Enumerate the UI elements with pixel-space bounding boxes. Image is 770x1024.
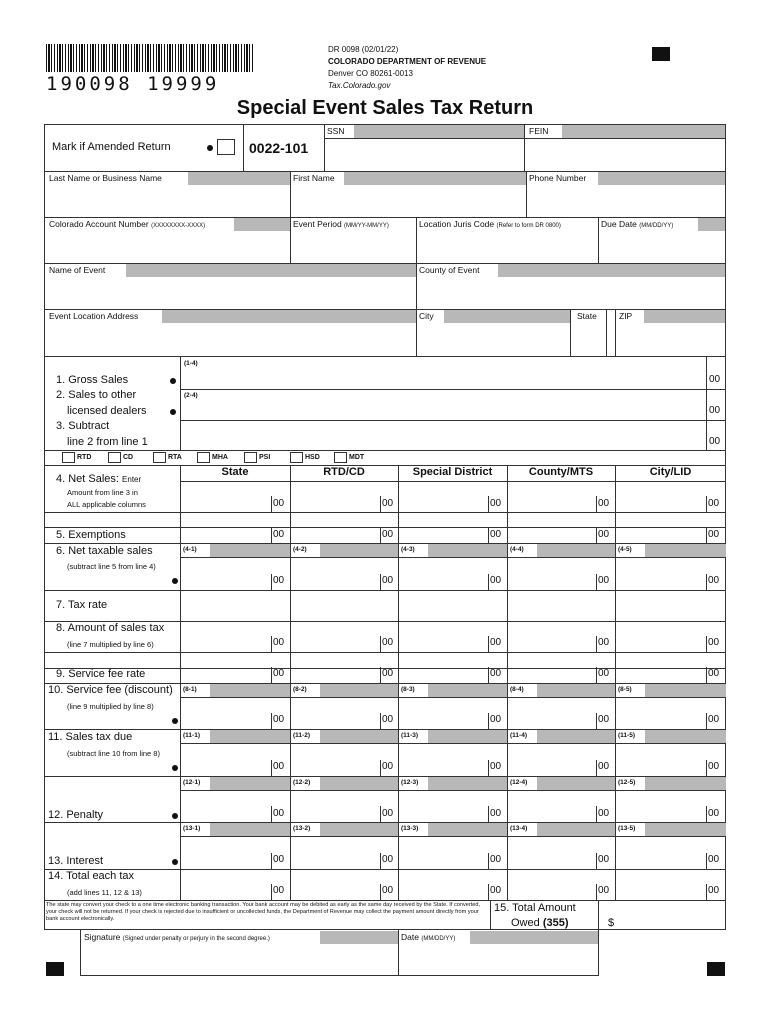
column-header-state: State <box>221 466 249 478</box>
amount-input-r1-c2[interactable] <box>399 528 506 542</box>
amount-input-r3-c2[interactable] <box>399 591 506 620</box>
amount-input-r0-c3[interactable] <box>508 482 614 511</box>
event-name-label: Name of Event <box>49 265 106 275</box>
bank-notice: The state may convert your check to a one time electronic banking transaction. Your bank account may be debited as early as the same day received by the State. If converted, your check will not be returned. If your check is rejected due to insufficient or uncollected funds, the Department of Revenue may collect the payment amount directly from your bank account electronically. <box>46 902 481 922</box>
cents-r4-c2: 00 <box>490 637 502 648</box>
tag-r13-0: (13-1) <box>183 825 201 832</box>
tag-r11-3: (11-4) <box>510 732 527 739</box>
line9-label: 9. Service fee rate <box>56 668 146 680</box>
county-label: County of Event <box>419 265 480 275</box>
cents-r7-c0: 00 <box>273 761 285 772</box>
checkbox-label-psi: PSI <box>259 454 271 461</box>
shade <box>210 684 290 697</box>
amount-input-r6-c2[interactable] <box>399 698 506 728</box>
tag-r11-2: (11-3) <box>401 732 418 739</box>
checkbox-hsd[interactable] <box>290 452 303 463</box>
amount-input-r8-c3[interactable] <box>508 791 614 821</box>
event-period-label: Event Period (MM/YY-MM/YY) <box>293 219 389 229</box>
line2-input[interactable] <box>181 402 706 420</box>
cents-r5-c2: 00 <box>490 668 502 679</box>
shade <box>645 684 726 697</box>
shade <box>320 544 398 557</box>
amount-input-r5-c4[interactable] <box>616 669 725 682</box>
ssn-shade <box>354 125 524 138</box>
cents-r0-c3: 00 <box>598 498 610 509</box>
cents-r4-c4: 00 <box>708 637 720 648</box>
amount-input-r10-c1[interactable] <box>291 870 397 899</box>
amount-input-r3-c4[interactable] <box>616 591 725 620</box>
amount-input-r5-c2[interactable] <box>399 669 506 682</box>
date-input[interactable] <box>400 945 596 974</box>
column-header-special-district: Special District <box>412 466 493 478</box>
shade <box>428 823 507 836</box>
amount-input-r10-c3[interactable] <box>508 870 614 899</box>
first-name-label: First Name <box>293 173 335 183</box>
amount-input-r4-c3[interactable] <box>508 622 614 651</box>
line13-label: 13. Interest <box>48 855 104 867</box>
amount-input-r10-c2[interactable] <box>399 870 506 899</box>
shade <box>320 684 398 697</box>
tag-r6-0: (4-1) <box>183 546 197 553</box>
checkbox-label-mdt: MDT <box>349 454 365 461</box>
shade <box>428 544 507 557</box>
amount-input-r3-c3[interactable] <box>508 591 614 620</box>
amount-input-r4-c4[interactable] <box>616 622 725 651</box>
cents-r9-c4: 00 <box>708 854 720 865</box>
amount-input-r0-c2[interactable] <box>399 482 506 511</box>
cents-r8-c1: 00 <box>382 808 394 819</box>
cents-r1-c3: 00 <box>598 529 610 540</box>
tag-r13-1: (13-2) <box>293 825 311 832</box>
tag-r10-4: (8-5) <box>618 686 632 693</box>
cents-r7-c2: 00 <box>490 761 502 772</box>
checkbox-label-rta: RTA <box>168 454 182 461</box>
cents-r9-c1: 00 <box>382 854 394 865</box>
amount-input-r4-c1[interactable] <box>291 622 397 651</box>
amount-input-r8-c1[interactable] <box>291 791 397 821</box>
fein-shade <box>562 125 725 138</box>
line3-input[interactable] <box>181 421 706 449</box>
line15-owed: Owed (355) <box>511 917 569 929</box>
form-code: 0022-101 <box>249 140 309 156</box>
event-name-input[interactable] <box>46 278 414 308</box>
tag-r11-1: (11-2) <box>293 732 310 739</box>
shade <box>537 730 615 743</box>
tag-r10-0: (8-1) <box>183 686 197 693</box>
amount-input-r4-c2[interactable] <box>399 622 506 651</box>
cents-r6-c1: 00 <box>382 714 394 725</box>
checkbox-psi[interactable] <box>244 452 257 463</box>
tag-r6-3: (4-4) <box>510 546 524 553</box>
checkbox-rtd[interactable] <box>62 452 75 463</box>
tag-r12-0: (12-1) <box>183 779 201 786</box>
amount-input-r10-c0[interactable] <box>181 870 289 899</box>
cents-r8-c3: 00 <box>598 808 610 819</box>
line3-label-a: 3. Subtract <box>56 420 110 432</box>
cents-r10-c1: 00 <box>382 885 394 896</box>
line11-label: 11. Sales tax due <box>48 731 133 743</box>
shade <box>320 730 398 743</box>
amount-input-r7-c1[interactable] <box>291 744 397 775</box>
line11-note: (subtract line 10 from line 8) <box>67 749 160 758</box>
cents-r10-c0: 00 <box>273 885 285 896</box>
line10-label: 10. Service fee (discount) <box>48 684 173 696</box>
checkbox-label-rtd: RTD <box>77 454 92 461</box>
juris-label: Location Juris Code (Refer to form DR 0800) <box>419 219 561 229</box>
tag-r12-1: (12-2) <box>293 779 311 786</box>
tag-r10-2: (8-3) <box>401 686 415 693</box>
barcode <box>46 44 254 72</box>
line3-cents: 00 <box>709 436 721 447</box>
shade <box>537 777 615 790</box>
tag-r6-4: (4-5) <box>618 546 632 553</box>
cents-r4-c3: 00 <box>598 637 610 648</box>
cents-r0-c1: 00 <box>382 498 394 509</box>
line6-note: (subtract line 5 from line 4) <box>67 562 156 571</box>
line1-input[interactable] <box>181 370 706 389</box>
phone-label: Phone Number <box>529 173 587 183</box>
last-name-input[interactable] <box>46 185 286 215</box>
line2-tag: (2-4) <box>184 392 198 399</box>
cents-r8-c2: 00 <box>490 808 502 819</box>
amount-input-r4-c0[interactable] <box>181 622 289 651</box>
amount-input-r7-c0[interactable] <box>181 744 289 775</box>
line4-note-a: Amount from line 3 in <box>67 488 138 497</box>
form-id: DR 0098 (02/01/22) <box>328 45 399 54</box>
registration-mark <box>652 47 670 61</box>
cents-r0-c2: 00 <box>490 498 502 509</box>
amount-input-r10-c4[interactable] <box>616 870 725 899</box>
barcode-number: 190098 19999 <box>46 73 220 95</box>
checkbox-label-hsd: HSD <box>305 454 320 461</box>
city-label: City <box>419 311 434 321</box>
line12-label: 12. Penalty <box>48 809 104 821</box>
checkbox-rta[interactable] <box>153 452 166 463</box>
line15-label: 15. Total Amount <box>494 902 576 914</box>
amount-input-r0-c4[interactable] <box>616 482 725 511</box>
line1-cents: 00 <box>709 374 721 385</box>
amount-input-r3-c0[interactable] <box>181 591 289 620</box>
amount-input-r1-c0[interactable] <box>181 528 289 542</box>
checkbox-cd[interactable] <box>108 452 121 463</box>
shade <box>645 544 726 557</box>
due-date-label: Due Date (MM/DD/YY) <box>601 219 674 229</box>
cents-r5-c0: 00 <box>273 668 285 679</box>
cents-r10-c3: 00 <box>598 885 610 896</box>
county-input[interactable] <box>418 278 724 308</box>
cents-r2-c1: 00 <box>382 575 394 586</box>
amount-input-r0-c0[interactable] <box>181 482 289 511</box>
shade <box>645 823 726 836</box>
cents-r10-c4: 00 <box>708 885 720 896</box>
cents-r0-c0: 00 <box>273 498 285 509</box>
first-name-input[interactable] <box>292 185 524 215</box>
cents-r1-c2: 00 <box>490 529 502 540</box>
amount-input-r2-c2[interactable] <box>399 558 506 589</box>
line1-tag: (1-4) <box>184 360 198 367</box>
amount-input-r8-c4[interactable] <box>616 791 725 821</box>
line1-label: 1. Gross Sales <box>56 374 129 386</box>
line8-note: (line 7 multiplied by line 6) <box>67 640 154 649</box>
ssn-label: SSN <box>327 126 345 136</box>
line10-note: (line 9 multiplied by line 8) <box>67 702 154 711</box>
amount-input-r1-c4[interactable] <box>616 528 725 542</box>
signature-input[interactable] <box>82 945 396 974</box>
location-label: Event Location Address <box>49 311 139 321</box>
amount-input-r6-c4[interactable] <box>616 698 725 728</box>
amount-input-r9-c0[interactable] <box>181 837 289 868</box>
cents-r7-c1: 00 <box>382 761 394 772</box>
cents-r2-c0: 00 <box>273 575 285 586</box>
shade <box>428 684 507 697</box>
line4-note-b: ALL applicable columns <box>67 500 146 509</box>
line2-cents: 00 <box>709 405 721 416</box>
tag-r12-2: (12-3) <box>401 779 419 786</box>
zip-label: ZIP <box>619 311 633 321</box>
checkbox-label-mha: MHA <box>212 454 228 461</box>
cents-r2-c3: 00 <box>598 575 610 586</box>
amount-input-r2-c3[interactable] <box>508 558 614 589</box>
shade <box>428 777 507 790</box>
amount-input-r9-c4[interactable] <box>616 837 725 868</box>
amount-input-r6-c3[interactable] <box>508 698 614 728</box>
cents-r6-c4: 00 <box>708 714 720 725</box>
shade <box>537 684 615 697</box>
total-owed-input[interactable] <box>612 902 724 928</box>
cents-r6-c0: 00 <box>273 714 285 725</box>
column-header-county-mts: County/MTS <box>528 466 594 478</box>
amended-checkbox[interactable] <box>217 139 235 155</box>
amount-input-r6-c1[interactable] <box>291 698 397 728</box>
cents-r9-c2: 00 <box>490 854 502 865</box>
tag-r10-1: (8-2) <box>293 686 307 693</box>
address: Denver CO 80261-0013 <box>328 69 413 78</box>
line6-label: 6. Net taxable sales <box>56 545 153 557</box>
checkbox-mdt[interactable] <box>334 452 347 463</box>
website: Tax.Colorado.gov <box>328 81 391 90</box>
cents-r0-c4: 00 <box>708 498 720 509</box>
cents-r1-c1: 00 <box>382 529 394 540</box>
column-header-rtd-cd: RTD/CD <box>323 466 365 478</box>
fein-label: FEIN <box>529 126 549 136</box>
state-label: State <box>577 311 597 321</box>
amount-input-r5-c0[interactable] <box>181 669 289 682</box>
tag-r6-2: (4-3) <box>401 546 415 553</box>
cents-r2-c4: 00 <box>708 575 720 586</box>
shade <box>210 823 290 836</box>
amount-input-r5-c3[interactable] <box>508 669 614 682</box>
amount-input-r8-c0[interactable] <box>181 791 289 821</box>
amount-input-r2-c1[interactable] <box>291 558 397 589</box>
amount-input-r2-c0[interactable] <box>181 558 289 589</box>
phone-input[interactable] <box>528 185 724 215</box>
account-label: Colorado Account Number (XXXXXXXX-XXXX) <box>49 219 206 229</box>
shade <box>210 544 290 557</box>
line2-label-a: 2. Sales to other <box>56 389 137 401</box>
tag-r10-3: (8-4) <box>510 686 524 693</box>
last-name-label: Last Name or Business Name <box>49 173 162 183</box>
amount-input-r7-c4[interactable] <box>616 744 725 775</box>
amount-input-r5-c1[interactable] <box>291 669 397 682</box>
checkbox-mha[interactable] <box>197 452 210 463</box>
shade <box>428 730 507 743</box>
cents-r6-c2: 00 <box>490 714 502 725</box>
cents-r9-c3: 00 <box>598 854 610 865</box>
amount-input-r9-c3[interactable] <box>508 837 614 868</box>
amount-input-r0-c1[interactable] <box>291 482 397 511</box>
cents-r4-c0: 00 <box>273 637 285 648</box>
tag-r13-3: (13-4) <box>510 825 528 832</box>
amount-input-r2-c4[interactable] <box>616 558 725 589</box>
cents-r7-c4: 00 <box>708 761 720 772</box>
line14-note: (add lines 11, 12 & 13) <box>67 888 142 897</box>
cents-r6-c3: 00 <box>598 714 610 725</box>
cents-r4-c1: 00 <box>382 637 394 648</box>
shade <box>537 544 615 557</box>
department: COLORADO DEPARTMENT OF REVENUE <box>328 57 487 66</box>
amount-input-r1-c3[interactable] <box>508 528 614 542</box>
tag-r12-4: (12-5) <box>618 779 636 786</box>
amended-label: Mark if Amended Return <box>52 141 171 153</box>
tag-r11-0: (11-1) <box>183 732 200 739</box>
dollar-sign: $ <box>608 917 615 929</box>
amount-input-r1-c1[interactable] <box>291 528 397 542</box>
cents-r5-c4: 00 <box>708 668 720 679</box>
tag-r12-3: (12-4) <box>510 779 528 786</box>
tag-r13-4: (13-5) <box>618 825 636 832</box>
shade <box>210 730 290 743</box>
line4-label: 4. Net Sales: Enter <box>56 473 142 485</box>
column-header-city-lid: City/LID <box>649 466 692 478</box>
cents-r5-c3: 00 <box>598 668 610 679</box>
checkbox-label-cd: CD <box>123 454 134 461</box>
line7-label: 7. Tax rate <box>56 599 108 611</box>
cents-r1-c4: 00 <box>708 529 720 540</box>
tag-r13-2: (13-3) <box>401 825 419 832</box>
shade <box>645 777 726 790</box>
amount-input-r8-c2[interactable] <box>399 791 506 821</box>
date-label: Date (MM/DD/YY) <box>401 932 456 942</box>
shade <box>210 777 290 790</box>
cents-r10-c2: 00 <box>490 885 502 896</box>
line3-label-b: line 2 from line 1 <box>67 436 148 448</box>
cents-r2-c2: 00 <box>490 575 502 586</box>
cents-r8-c0: 00 <box>273 808 285 819</box>
amount-input-r9-c1[interactable] <box>291 837 397 868</box>
cents-r1-c0: 00 <box>273 529 285 540</box>
line2-label-b: licensed dealers <box>67 405 147 417</box>
cents-r8-c4: 00 <box>708 808 720 819</box>
shade <box>537 823 615 836</box>
page-title: Special Event Sales Tax Return <box>236 97 534 119</box>
shade <box>645 730 726 743</box>
amount-input-r7-c2[interactable] <box>399 744 506 775</box>
line14-label: 14. Total each tax <box>48 870 135 882</box>
cents-r5-c1: 00 <box>382 668 394 679</box>
amount-input-r7-c3[interactable] <box>508 744 614 775</box>
amount-input-r9-c2[interactable] <box>399 837 506 868</box>
amount-input-r3-c1[interactable] <box>291 591 397 620</box>
line5-label: 5. Exemptions <box>56 529 126 541</box>
shade <box>320 823 398 836</box>
line8-label: 8. Amount of sales tax <box>56 622 165 634</box>
cents-r7-c3: 00 <box>598 761 610 772</box>
shade <box>320 777 398 790</box>
registration-mark-bl <box>46 962 64 976</box>
signature-label: Signature (Signed under penalty or perjury in the second degree.) <box>84 932 270 942</box>
amount-input-r6-c0[interactable] <box>181 698 289 728</box>
cents-r9-c0: 00 <box>273 854 285 865</box>
tag-r11-4: (11-5) <box>618 732 635 739</box>
registration-mark-br <box>707 962 725 976</box>
tag-r6-1: (4-2) <box>293 546 307 553</box>
